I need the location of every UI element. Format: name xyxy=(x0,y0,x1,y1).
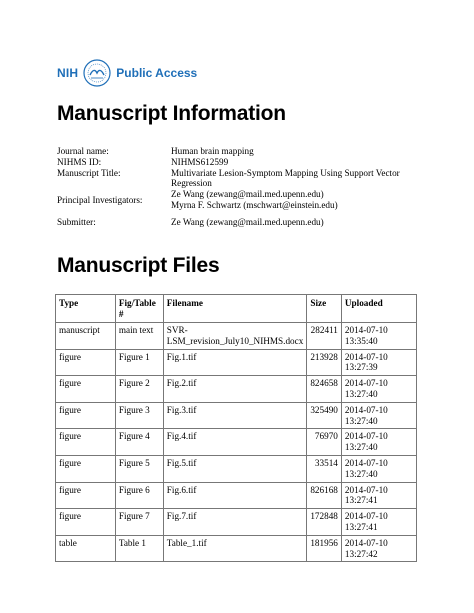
info-label: NIHMS ID: xyxy=(57,156,102,167)
header-uploaded: Uploaded xyxy=(341,295,416,323)
info-value-line: Multivariate Lesion-Symptom Mapping Using Support Vector xyxy=(171,167,400,178)
cell-type: table xyxy=(56,535,116,562)
cell-fig-table: Figure 4 xyxy=(115,429,163,456)
cell-type: figure xyxy=(56,376,116,403)
info-value xyxy=(171,157,417,168)
cell-fig-table: Figure 1 xyxy=(115,349,163,376)
info-row xyxy=(57,168,417,190)
info-value-line: Human brain mapping xyxy=(171,146,254,156)
info-value-line: Regression xyxy=(171,178,212,189)
logo-public-access-text: Public Access xyxy=(116,66,198,80)
info-row xyxy=(57,189,417,211)
manuscript-files-heading: Manuscript Files xyxy=(57,254,220,277)
info-value xyxy=(171,189,417,211)
info-label: Journal name: xyxy=(57,146,109,156)
cell-size: 213928 xyxy=(307,349,342,376)
manuscript-information-heading: Manuscript Information xyxy=(57,102,286,125)
cell-uploaded: 2014-07-10 13:27:39 xyxy=(341,349,416,376)
info-label: Submitter: xyxy=(57,216,96,227)
cell-uploaded: 2014-07-10 13:27:41 xyxy=(341,482,416,509)
info-value-line: Ze Wang (zewang@mail.med.upenn.edu) xyxy=(171,216,324,227)
cell-filename: Fig.5.tif xyxy=(163,455,307,482)
cell-fig-table: Figure 7 xyxy=(115,509,163,536)
info-row xyxy=(57,157,417,168)
cell-fig-table: Figure 5 xyxy=(115,455,163,482)
cell-type: figure xyxy=(56,455,116,482)
cell-uploaded: 2014-07-10 13:27:41 xyxy=(341,509,416,536)
cell-uploaded: 2014-07-10 13:27:40 xyxy=(341,429,416,456)
table-row xyxy=(56,482,417,509)
cell-filename: Fig.3.tif xyxy=(163,402,307,429)
cell-fig-table: Figure 2 xyxy=(115,376,163,403)
cell-uploaded: 2014-07-10 13:27:40 xyxy=(341,402,416,429)
cell-fig-table: main text xyxy=(115,323,163,350)
info-value xyxy=(171,168,417,190)
cell-size: 76970 xyxy=(307,429,342,456)
cell-filename: Fig.1.tif xyxy=(163,349,307,376)
cell-filename: Fig.7.tif xyxy=(163,509,307,536)
cell-type: manuscript xyxy=(56,323,116,350)
cell-uploaded: 2014-07-10 13:27:40 xyxy=(341,376,416,403)
cell-size: 826168 xyxy=(307,482,342,509)
cell-fig-table: Table 1 xyxy=(115,535,163,562)
info-value-line: NIHMS612599 xyxy=(171,156,229,167)
manuscript-info-block xyxy=(57,146,417,228)
header-type: Type xyxy=(56,295,116,323)
table-row xyxy=(56,455,417,482)
cell-size: 172848 xyxy=(307,509,342,536)
info-label: Principal Investigators: xyxy=(57,194,143,205)
cell-filename: SVR-LSM_revision_July10_NIHMS.docx xyxy=(163,323,307,350)
table-row xyxy=(56,323,417,350)
table-header-row xyxy=(56,295,417,323)
cell-filename: Fig.6.tif xyxy=(163,482,307,509)
logo-nih-text: NIH xyxy=(57,66,79,80)
info-label: Manuscript Title: xyxy=(57,167,121,178)
cell-size: 181956 xyxy=(307,535,342,562)
nih-public-access-logo xyxy=(57,55,197,91)
info-row xyxy=(57,146,417,157)
cell-size: 282411 xyxy=(307,323,342,350)
cell-filename: Fig.2.tif xyxy=(163,376,307,403)
cell-type: figure xyxy=(56,402,116,429)
header-size: Size xyxy=(307,295,342,323)
cell-uploaded: 2014-07-10 13:27:40 xyxy=(341,455,416,482)
cell-uploaded: 2014-07-10 13:27:42 xyxy=(341,535,416,562)
cell-filename: Fig.4.tif xyxy=(163,429,307,456)
table-row xyxy=(56,535,417,562)
header-fig-table: Fig/Table # xyxy=(115,295,163,323)
hhs-seal-icon xyxy=(82,58,112,88)
info-value xyxy=(171,217,417,228)
table-row xyxy=(56,429,417,456)
info-value-line: Myrna F. Schwartz (mschwart@einstein.edu) xyxy=(171,199,338,210)
table-row xyxy=(56,349,417,376)
cell-type: figure xyxy=(56,349,116,376)
cell-uploaded: 2014-07-10 13:35:40 xyxy=(341,323,416,350)
info-row xyxy=(57,217,417,228)
cell-type: figure xyxy=(56,482,116,509)
cell-type: figure xyxy=(56,509,116,536)
info-value xyxy=(171,146,417,157)
table-row xyxy=(56,376,417,403)
cell-type: figure xyxy=(56,429,116,456)
cell-size: 325490 xyxy=(307,402,342,429)
info-value-line: Ze Wang (zewang@mail.med.upenn.edu) xyxy=(171,189,324,200)
cell-filename: Table_1.tif xyxy=(163,535,307,562)
table-row xyxy=(56,402,417,429)
header-filename: Filename xyxy=(163,295,307,323)
cell-fig-table: Figure 6 xyxy=(115,482,163,509)
cell-size: 33514 xyxy=(307,455,342,482)
cell-size: 824658 xyxy=(307,376,342,403)
cell-fig-table: Figure 3 xyxy=(115,402,163,429)
manuscript-files-table xyxy=(55,294,417,562)
table-row xyxy=(56,509,417,536)
